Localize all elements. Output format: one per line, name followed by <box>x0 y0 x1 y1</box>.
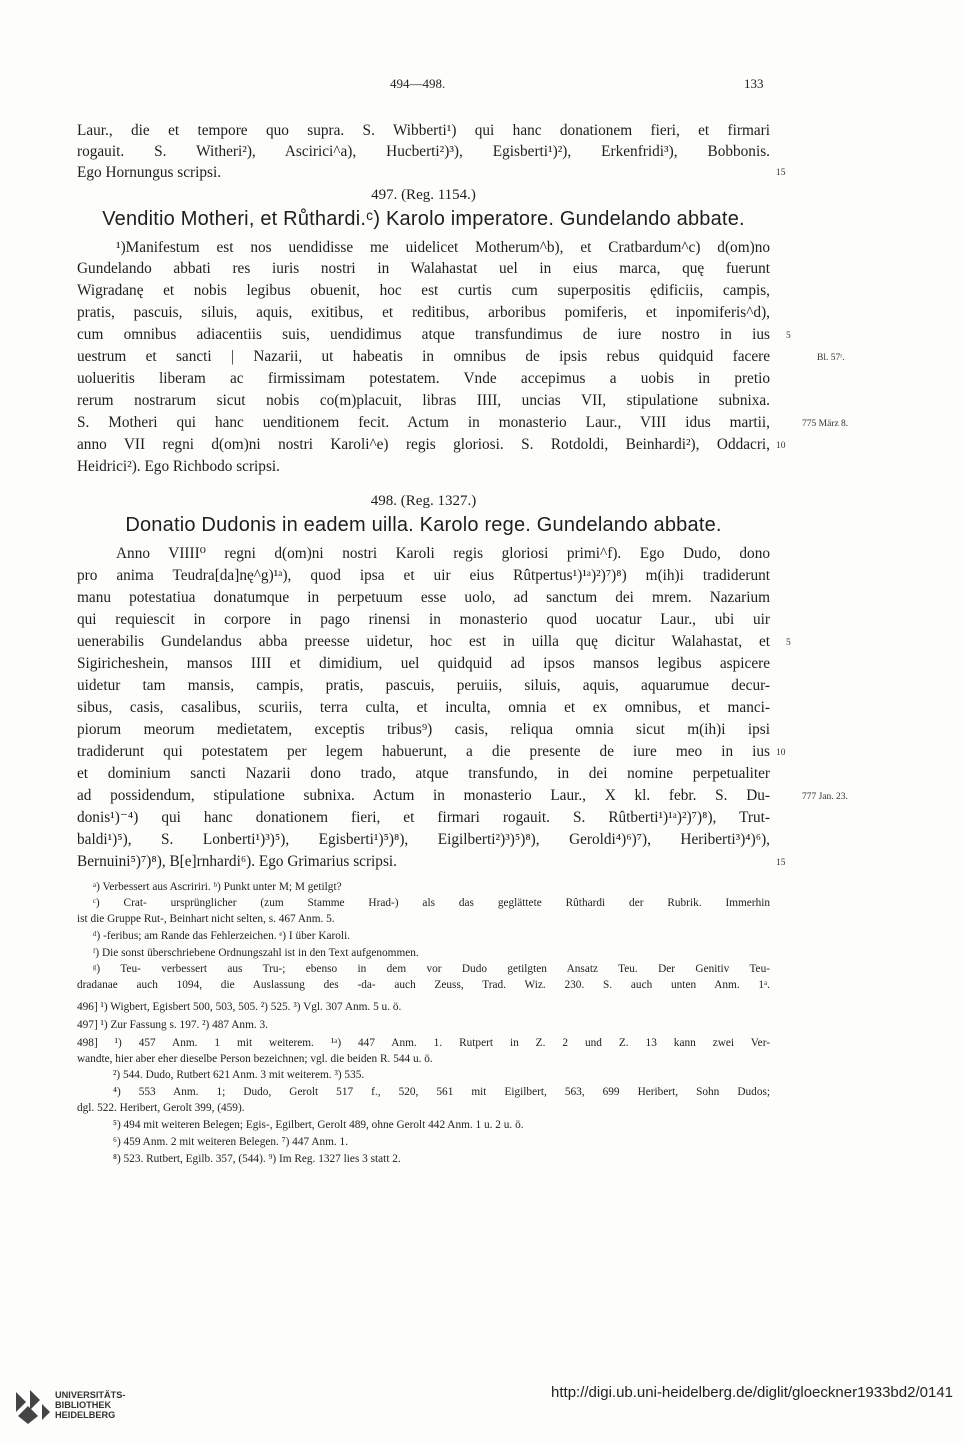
text-line: rerum nostrarum sicut nobis co(m)placuit, libras IIII, uncias VII, stipulatione subnixa. <box>77 392 770 409</box>
page-number: 133 <box>744 76 764 91</box>
note-line: ᵃ) Verbessert aus Ascririri. ᵇ) Punkt unter M; M getilgt? <box>93 881 342 893</box>
line-number: 15 <box>776 168 786 178</box>
library-name <box>55 1390 125 1420</box>
text-line: rogauit. S. Witheri²), Ascirici^a), Hucberti²)³), Egisberti¹)²), Erkenfridi³), Bobbonis. <box>77 143 770 160</box>
text-line: Bernuini⁵)⁷)⁸), B[e]rnhardi⁶). Ego Grimarius scripsi. <box>77 853 397 870</box>
page-range: 494—498. <box>390 76 446 91</box>
line-number: 10 <box>776 748 786 758</box>
line-number: 5 <box>786 331 791 341</box>
text-line: sibus, casis, casalibus, scuriis, terra culta, et inculta, omnia et ex omnibus, et manci- <box>77 699 770 716</box>
note-line: ᵍ) Teu- verbessert aus Tru-; ebenso in dem vor Dudo getilgten Ansatz Teu. Der Genitiv Teu- <box>93 963 770 975</box>
text-line: Anno VIIII⁰ regni d(om)ni nostri Karoli regis gloriosi primi^f). Ego Dudo, dono <box>116 545 770 562</box>
ref-line: ⁵) 494 mit weiteren Belegen; Egis-, Egilbert, Gerolt 489, ohne Gerolt 442 Anm. 1 u. 2 u. ö. <box>113 1119 524 1131</box>
text-line: cum omnibus adiacentiis suis, uendidimus atque transfundimus de iure nostro in ius <box>77 326 770 343</box>
text-line: uidetur tam mansis, campis, pratis, pascuis, peruiis, siluis, aquis, aquarumue decur- <box>77 677 770 694</box>
ref-line: wandte, hier aber eher dieselbe Person bezeichnen; vgl. die beiden R. 544 u. ö. <box>77 1053 433 1065</box>
note-line: ist die Gruppe Rut-, Beinhart nicht selten, s. 467 Anm. 5. <box>77 913 335 925</box>
text-line: pratis, pascuis, siluis, aquis, exitibus, et reditibus, arboribus pomiferis, et inpomiferis^d), <box>77 304 770 321</box>
folio-reference: Bl. 57ʳ. <box>817 353 845 363</box>
ref-line: 498] ¹) 457 Anm. 1 mit weiterem. ¹ᵃ) 447 Anm. 1. Rutpert in Z. 2 und Z. 13 kann zwei Ver- <box>77 1037 770 1049</box>
note-line: dradanae auch 1094, die Auslassung des -da- auch Zeuss, Trad. Wiz. 230. S. auch unten Anm. 1ᵃ. <box>77 979 770 991</box>
note-line: ᶜ) Crat- ursprünglicher (zum Stamme Hrad-) als das geglättete Rûthardi der Rubrik. Immerhin <box>93 897 770 909</box>
charter-497-title: Venditio Motheri, et Růthardi.ᶜ) Karolo imperatore. Gundelando abbate. <box>102 208 745 230</box>
charter-497-number: 497. (Reg. 1154.) <box>371 187 476 203</box>
charter-498-title: Donatio Dudonis in eadem uilla. Karolo rege. Gundelando abbate. <box>125 514 722 536</box>
line-number: 15 <box>776 858 786 868</box>
text-line: uenerabilis Gundelandus abba preesse uidetur, hoc est in uilla quę dicitur Walahastat, et <box>77 633 770 650</box>
text-line: tradiderunt qui potestatem per legem habuerunt, a die presente de iure meo in ius <box>77 743 770 760</box>
source-url-link[interactable]: http://digi.ub.uni-heidelberg.de/diglit/gloeckner1933bd2/0141 <box>551 1384 953 1401</box>
library-logo-icon <box>12 1386 52 1426</box>
ref-line: ⁴) 553 Anm. 1; Dudo, Gerolt 517 f., 520, 561 mit Eigilbert, 563, 699 Heribert, Sohn Dudos; <box>113 1086 770 1098</box>
text-line: piorum meorum medietatem, exceptis tribus⁹) casis, reliqua omnia sicut m(ih)i ipsi <box>77 721 770 738</box>
library-name-line: UNIVERSITÄTS- <box>55 1390 126 1400</box>
text-line: Wigradanę et nobis legibus obuenit, hoc est curtis cum superpositis ędificiis, campis, <box>77 282 770 299</box>
text-line: donis¹)⁻⁴) qui hanc donationem fieri, et firmari rogauit. S. Rûtberti¹)¹ᵃ)²)⁷)⁸), Trut- <box>77 809 770 826</box>
ref-line: ⁸) 523. Rutbert, Egilb. 357, (544). ⁹) Im Reg. 1327 lies 3 statt 2. <box>113 1153 401 1165</box>
date-note: 777 Jan. 23. <box>802 792 848 802</box>
charter-498-number: 498. (Reg. 1327.) <box>370 493 477 509</box>
library-name-line: HEIDELBERG <box>55 1410 116 1420</box>
text-line: baldi¹)⁵), S. Lonberti¹)³)⁵), Egisberti¹)⁵)⁸), Eigilberti²)³)⁵)⁸), Geroldi⁴)⁶)⁷), Heriberti³)⁴)⁶), <box>77 831 770 848</box>
date-note: 775 März 8. <box>802 419 849 429</box>
text-line: uolueritis liberam ac firmissimam potestatem. Vnde accepimus a uobis in pretio <box>77 370 770 387</box>
ref-line: ²) 544. Dudo, Rutbert 621 Anm. 3 mit weiterem. ³) 535. <box>113 1069 365 1081</box>
text-line: S. Motheri qui hanc uenditionem fecit. Actum in monasterio Laur., VIII idus martii, <box>77 414 770 431</box>
text-line: pro anima Teudra[da]nę^g)¹ᵃ), quod ipsa et uir eius Rûtpertus¹)¹ᵃ)²)⁷)⁸) m(ih)i tradiderunt <box>77 567 770 584</box>
text-line: Heidrici²). Ego Richbodo scripsi. <box>77 458 280 475</box>
ref-line: 497] ¹) Zur Fassung s. 197. ²) 487 Anm. 3. <box>77 1019 268 1031</box>
line-number: 10 <box>776 441 786 451</box>
ref-line: dgl. 522. Heribert, Gerolt 399, (459). <box>77 1102 245 1114</box>
note-line: ᶠ) Die sonst überschriebene Ordnungszahl ist in den Text aufgenommen. <box>93 947 419 959</box>
text-line: uestrum et sancti | Nazarii, ut habeatis in omnibus de ipsis rebus quidquid facere <box>77 348 770 365</box>
text-line: Gundelando abbati res iuris nostri in Walahastat uel in eius marca, quę fuerunt <box>77 260 770 277</box>
text-line: manu potestatiua donatumque in perpetuum esse uolo, ad sanctum dei mrem. Nazarium <box>77 589 770 606</box>
text-line: Ego Hornungus scripsi. <box>77 164 222 181</box>
text-line: et dominium sancti Nazarii dono trado, atque transfundo, in dei nomine perpetualiter <box>77 765 770 782</box>
text-line: ¹)Manifestum est nos uendidisse me uidelicet Motherum^b), et Cratbardum^c) d(om)no <box>116 239 770 256</box>
line-number: 5 <box>786 638 791 648</box>
ref-line: 496] ¹) Wigbert, Egisbert 500, 503, 505. ²) 525. ³) Vgl. 307 Anm. 5 u. ö. <box>77 1001 402 1013</box>
text-line: qui requiescit in corpore in pago rinensi in monasterio quod uocatur Laur., ubi uir <box>77 611 770 628</box>
library-name-line: BIBLIOTHEK <box>55 1400 112 1410</box>
text-line: ad possidendum, stipulatione subnixa. Actum in monasterio Laur., X kl. febr. S. Du- <box>77 787 770 804</box>
ref-line: ⁶) 459 Anm. 2 mit weiteren Belegen. ⁷) 447 Anm. 1. <box>113 1136 349 1148</box>
text-line: anno VII regni d(om)ni nostri Karoli^e) regis gloriosi. S. Rotdoldi, Beinhardi²), Oddacri, <box>77 436 770 453</box>
text-line: Laur., die et tempore quo supra. S. Wibberti¹) qui hanc donationem fieri, et firmari <box>77 122 770 139</box>
note-line: ᵈ) -feribus; am Rande das Fehlerzeichen. ᵉ) I über Karoli. <box>93 930 351 942</box>
text-line: Sigiricheshein, mansos IIII et dimidium, uel quidquid ad ipsos mansos legibus aspicere <box>77 655 770 672</box>
